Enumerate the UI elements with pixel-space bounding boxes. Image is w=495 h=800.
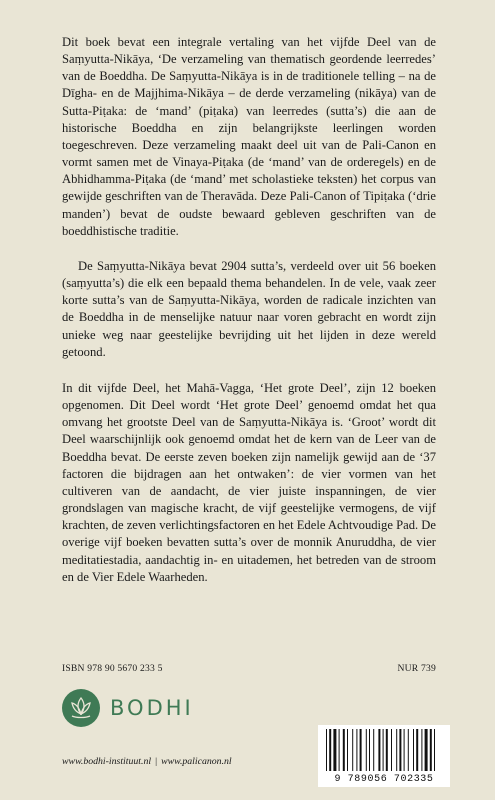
barcode-digits: 9 789056 702335 — [334, 774, 434, 785]
description-paragraph-2: De Saṃyutta-Nikāya bevat 2904 sutta’s, verdeeld over uit 56 boeken (saṃyutta’s) die elk een bepaald thema behandelen. In de vele, vaak zeer korte sutta’s van de Saṃyutta-Nikāya, worden de radicale inzichten van de Boeddha in de menselijke natuur naar voren gebracht en wordt zijn unieke weg naar geestelijke bevrijding uit het lijden in deze wereld getoond. — [62, 259, 436, 359]
lotus-icon — [62, 689, 100, 727]
nur-label: NUR 739 — [397, 663, 436, 674]
website-link-bodhi[interactable]: www.bodhi-instituut.nl — [62, 756, 152, 767]
catalog-info-row — [62, 663, 436, 674]
description-paragraph-1: Dit boek bevat een integrale vertaling van het vijfde Deel van de Saṃyutta-Nikāya, ‘De verzameling van thematisch geordende leerredes’ van de Boeddha. De Saṃyutta-Nikāya is in de traditionele telling – na de Dīgha- en de Majjhima-Nikāya – de derde verzameling (nikāya) van de Sutta-Piṭaka: de ‘mand’ (piṭaka) van leerredes (sutta’s) die aan de historische Boeddha en zijn belangrijkste leerlingen worden toegeschreven. Deze verzameling maakt deel uit van de Pali-Canon en vormt samen met de Vinaya-Piṭaka (de ‘mand’ van de orderegels) en de Abhidhamma-Piṭaka (de ‘mand’ met scholastieke teksten) het corpus van gewijde geschriften van de Theravāda. Deze Pali-Canon of Tipiṭaka (‘drie manden’) bevat de oudste bewaard gebleven geschriften van de boeddhistische traditie. — [62, 35, 436, 238]
website-links — [62, 756, 232, 767]
publisher-name: BODHI — [110, 696, 194, 720]
publisher-logo — [62, 689, 194, 727]
isbn-barcode — [318, 725, 450, 787]
link-separator: | — [155, 756, 158, 767]
website-link-palicanon[interactable]: www.palicanon.nl — [161, 756, 232, 767]
barcode-bars — [324, 729, 444, 771]
description-paragraph-3: In dit vijfde Deel, het Mahā-Vagga, ‘Het grote Deel’, zijn 12 boeken opgenomen. Dit Deel wordt ‘Het grote Deel’ genoemd omdat het qua omvang het grootste Deel van de Saṃyutta-Nikāya is. ‘Groot’ wordt dit Deel waarschijnlijk ook genoemd omdat het de kern van de Leer van de Boeddha bevat. De eerste zeven boeken zijn namelijk gewijd aan de ‘37 factoren die bijdragen aan het ontwaken’: de vier vormen van het cultiveren van de aandacht, de vier juiste inspanningen, de vier grondslagen van magische kracht, de vijf geestelijke vermogens, de vijf krachten, de zeven verlichtingsfactoren en het Edele Achtvoudige Pad. De overige vijf boeken bevatten sutta’s over de monnik Anuruddha, de vier meditatiestadia, aandachtig in- en uitademen, het betreden van de stroom en de Vier Edele Waarheden. — [62, 381, 436, 584]
isbn-label: ISBN 978 90 5670 233 5 — [62, 663, 163, 674]
